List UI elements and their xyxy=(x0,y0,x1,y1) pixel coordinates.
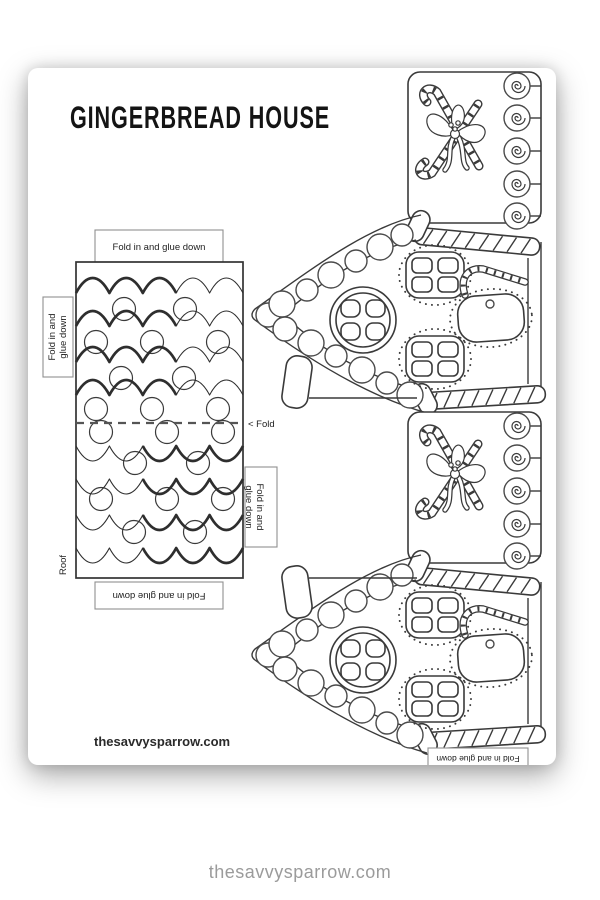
side-wall-piece-2 xyxy=(408,412,541,569)
fold-tab-top-label: Fold in and glue down xyxy=(112,242,206,253)
side-wall-piece-1 xyxy=(408,72,541,229)
chimney-2 xyxy=(281,564,314,619)
printable-page xyxy=(28,68,556,765)
chimney-1 xyxy=(281,354,314,409)
roof-piece xyxy=(43,230,277,609)
page-title: GINGERBREAD HOUSE xyxy=(69,98,331,136)
roof-label: Roof xyxy=(58,554,69,575)
fold-tab-right-label: Fold in andglue down xyxy=(243,483,265,531)
fold-tab-bottom-label: Fold in and glue down xyxy=(112,590,206,601)
fold-tab-left-label: Fold in andglue down xyxy=(47,313,69,361)
fold-marker-label: < Fold xyxy=(248,419,275,430)
watermark: thesavvysparrow.com xyxy=(94,734,231,749)
fold-tab-house-2-label: Fold in and glue down xyxy=(436,754,520,764)
template-artwork xyxy=(28,68,556,765)
house-unit-2 xyxy=(252,412,546,757)
site-caption: thesavvysparrow.com xyxy=(208,862,392,882)
